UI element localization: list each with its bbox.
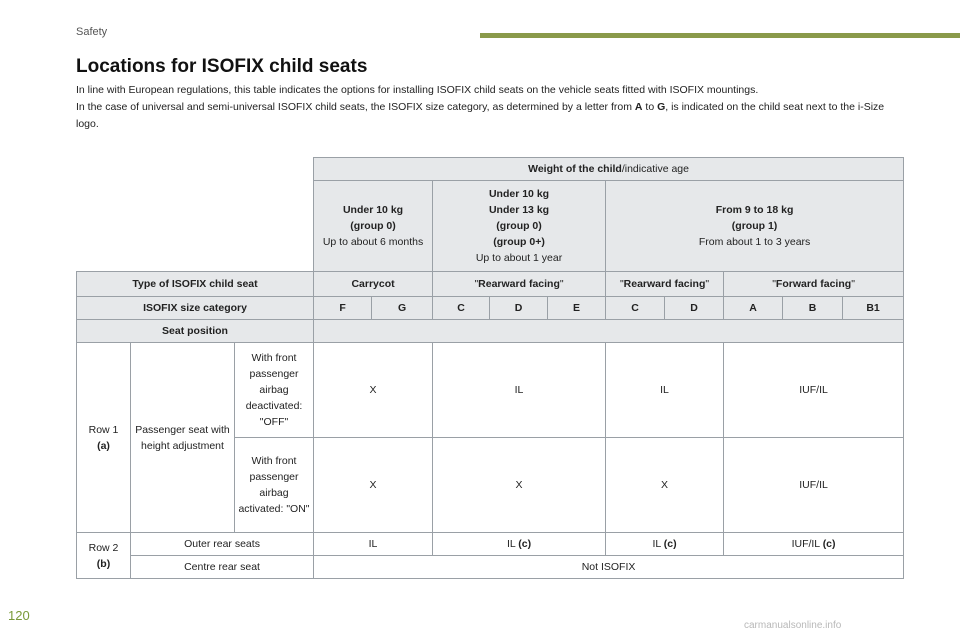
size-cell: B: [783, 297, 843, 320]
cell-value: IL (c): [606, 533, 724, 556]
header-bar: [480, 33, 960, 38]
weight-header: Weight of the child/indicative age: [314, 158, 904, 181]
not-isofix-cell: Not ISOFIX: [314, 556, 904, 579]
centre-rear-label: Centre rear seat: [131, 556, 314, 579]
size-cell: D: [665, 297, 724, 320]
size-row: [77, 297, 904, 320]
size-cell: G: [372, 297, 433, 320]
intro-line-2a: In the case of universal and semi-universal ISOFIX child seats, the ISOFIX size category, as determined by a letter from: [76, 101, 635, 113]
intro-to: to: [642, 101, 658, 113]
size-label: ISOFIX size category: [77, 297, 314, 320]
row1-label: Row 1 (a): [77, 343, 131, 533]
type-row: [77, 272, 904, 297]
watermark: carmanualsonline.info: [744, 620, 842, 631]
size-cell: E: [548, 297, 606, 320]
size-cell: A: [724, 297, 783, 320]
intro-paragraph: [76, 82, 906, 133]
size-cell: C: [606, 297, 665, 320]
type-label: Type of ISOFIX child seat: [77, 272, 314, 297]
cell-value: X: [606, 438, 724, 533]
group-cell-2: Under 10 kg Under 13 kg (group 0) (group 0+) Up to about 1 year: [433, 181, 606, 272]
seat-position-row: [77, 320, 904, 343]
row2-label: Row 2 (b): [77, 533, 131, 579]
group-cell-1: Under 10 kg (group 0) Up to about 6 months: [314, 181, 433, 272]
type-rearward-2: "Rearward facing": [606, 272, 724, 297]
row1-off-row: [77, 343, 904, 438]
cell-value: IUF/IL (c): [724, 533, 904, 556]
cell-value: IL: [433, 343, 606, 438]
cell-value: IL (c): [433, 533, 606, 556]
letter-g: G: [657, 101, 666, 113]
size-cell: C: [433, 297, 490, 320]
row1-seat-label: Passenger seat with height adjustment: [131, 343, 235, 533]
intro-line-2b: , is indicated on the child seat next to the i-Size logo.: [76, 101, 885, 130]
type-forward: "Forward facing": [724, 272, 904, 297]
cell-value: X: [433, 438, 606, 533]
cell-value: X: [314, 343, 433, 438]
weight-header-row: [77, 158, 904, 181]
outer-rear-label: Outer rear seats: [131, 533, 314, 556]
type-carrycot: Carrycot: [314, 272, 433, 297]
section-label: Safety: [76, 26, 108, 38]
cell-value: X: [314, 438, 433, 533]
isofix-table: [76, 157, 904, 579]
cell-value: IUF/IL: [724, 343, 904, 438]
seat-position-label: Seat position: [77, 320, 314, 343]
type-rearward-1: "Rearward facing": [433, 272, 606, 297]
groups-row: [77, 181, 904, 272]
page-title: Locations for ISOFIX child seats: [76, 56, 368, 77]
cell-value: IUF/IL: [724, 438, 904, 533]
intro-line-1: In line with European regulations, this table indicates the options for installing ISOFIX child seats on the vehicle seats fitted with ISOFIX mountings.: [76, 84, 759, 96]
cell-value: IL: [606, 343, 724, 438]
size-cell: D: [490, 297, 548, 320]
row2-outer-row: [77, 533, 904, 556]
page-number: 120: [8, 608, 30, 623]
airbag-off-label: With front passenger airbag deactivated: "OFF": [235, 343, 314, 438]
row2-centre-row: [77, 556, 904, 579]
size-cell: F: [314, 297, 372, 320]
size-cell: B1: [843, 297, 904, 320]
airbag-on-label: With front passenger airbag activated: "ON": [235, 438, 314, 533]
letter-a: A: [634, 101, 643, 113]
group-cell-3: From 9 to 18 kg (group 1) From about 1 to 3 years: [606, 181, 904, 272]
cell-value: IL: [314, 533, 433, 556]
